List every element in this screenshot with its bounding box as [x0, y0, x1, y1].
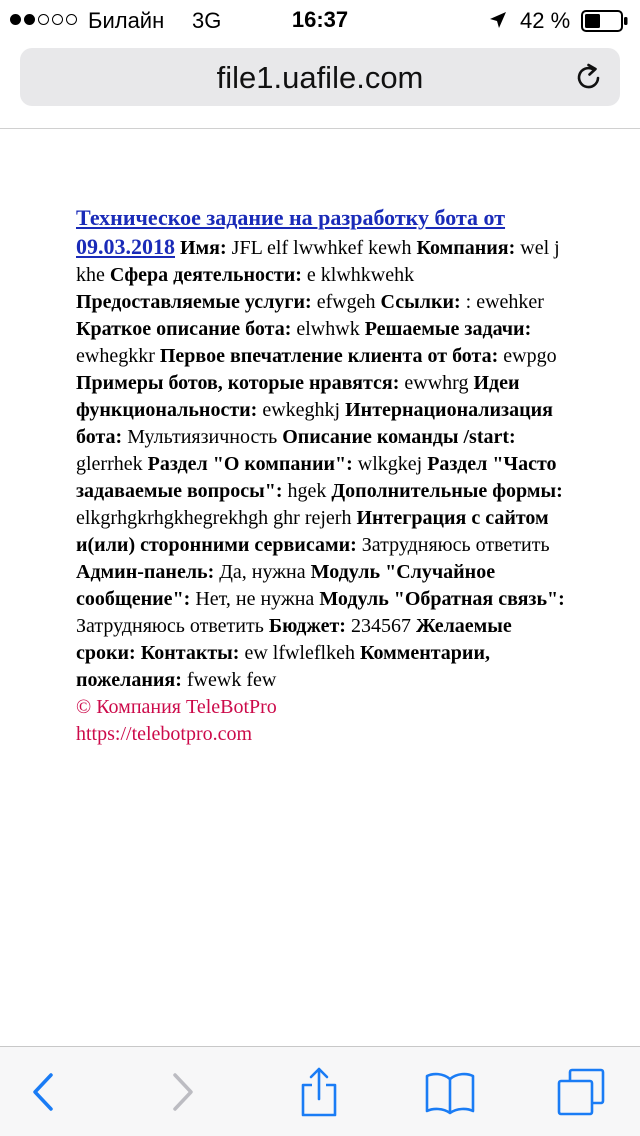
- reload-icon[interactable]: [574, 62, 604, 92]
- field-value: ew lfwleflkeh: [244, 642, 355, 664]
- forward-icon[interactable]: [158, 1067, 208, 1117]
- location-arrow-icon: [488, 10, 508, 30]
- field-label: Раздел "О компании":: [147, 453, 353, 475]
- battery-icon: [581, 10, 629, 32]
- page-content: [76, 204, 566, 748]
- field-value: : ewehker: [465, 291, 544, 313]
- field-label: Интернационализация бота:: [76, 399, 553, 448]
- browser-toolbar: [0, 1047, 640, 1136]
- field-value: Мультиязичность: [127, 426, 278, 448]
- bookmarks-icon[interactable]: [425, 1067, 475, 1117]
- field-label: Имя:: [180, 237, 227, 259]
- field-value: ewkeghkj: [262, 399, 341, 421]
- url-text[interactable]: file1.uafile.com: [216, 60, 424, 95]
- field-value: glerrhek: [76, 453, 143, 475]
- field-value: elkgrhgkrhgkhegrekhgh ghr rejerh: [76, 507, 352, 529]
- field-label: Админ-панель:: [76, 561, 215, 583]
- field-label: Модуль "Случайное сообщение":: [76, 561, 496, 610]
- field-label: Первое впечатление клиента от бота:: [159, 345, 499, 367]
- field-label: Ссылки:: [380, 291, 461, 313]
- tabs-icon[interactable]: [556, 1067, 606, 1117]
- field-label: Желаемые сроки:: [76, 615, 512, 664]
- field-value: hgek: [287, 480, 327, 502]
- field-label: Раздел "Часто задаваемые вопросы":: [76, 453, 557, 502]
- field-value: ewhegkkr: [76, 345, 155, 367]
- field-label: Контакты:: [140, 642, 240, 664]
- top-divider: [0, 128, 640, 129]
- field-value: wel j khe: [76, 237, 560, 286]
- field-value: elwhwk: [296, 318, 360, 340]
- status-bar: [0, 0, 640, 40]
- field-label: Дополнительные формы:: [331, 480, 563, 502]
- address-bar[interactable]: [20, 48, 620, 106]
- field-value: JFL elf lwwhkef kewh: [231, 237, 412, 259]
- field-label: Описание команды /start:: [282, 426, 516, 448]
- field-label: Компания:: [416, 237, 516, 259]
- field-value: e klwhkwehk: [306, 264, 415, 286]
- network-type: 3G: [192, 8, 222, 33]
- document-fields: [76, 237, 565, 691]
- field-label: Краткое описание бота:: [76, 318, 292, 340]
- share-icon[interactable]: [294, 1067, 344, 1117]
- back-icon[interactable]: [18, 1067, 68, 1117]
- field-label: Комментарии, пожелания:: [76, 642, 490, 691]
- field-value: ewpgo: [503, 345, 557, 367]
- field-value: fwewk few: [186, 669, 277, 691]
- battery-percent: 42 %: [520, 8, 571, 33]
- field-value: 234567: [350, 615, 411, 637]
- field-label: Идеи функциональности:: [76, 372, 520, 421]
- field-value: ewwhrg: [404, 372, 469, 394]
- status-time: 16:37: [291, 7, 349, 32]
- website-link[interactable]: https://telebotpro.com: [76, 723, 253, 745]
- field-label: Примеры ботов, которые нравятся:: [76, 372, 400, 394]
- field-value: efwgeh: [316, 291, 376, 313]
- field-label: Интеграция с сайтом и(или) сторонними сервисами:: [76, 507, 549, 556]
- field-label: Решаемые задачи:: [364, 318, 532, 340]
- field-value: wlkgkej: [357, 453, 423, 475]
- document-title-link[interactable]: Техническое задание на разработку бота от 09.03.2018: [76, 205, 506, 259]
- field-value: Да, нужна: [219, 561, 306, 583]
- field-label: Сфера деятельности:: [109, 264, 302, 286]
- field-label: Предоставляемые услуги:: [76, 291, 312, 313]
- field-value: Нет, не нужна: [195, 588, 315, 610]
- copyright-text: © Компания TeleBotPro: [76, 696, 277, 718]
- field-value: Затрудняюсь ответить: [361, 534, 550, 556]
- field-value: Затрудняюсь ответить: [76, 615, 264, 637]
- field-label: Бюджет:: [268, 615, 346, 637]
- field-label: Модуль "Обратная связь":: [319, 588, 565, 610]
- carrier-name: Билайн: [88, 8, 165, 33]
